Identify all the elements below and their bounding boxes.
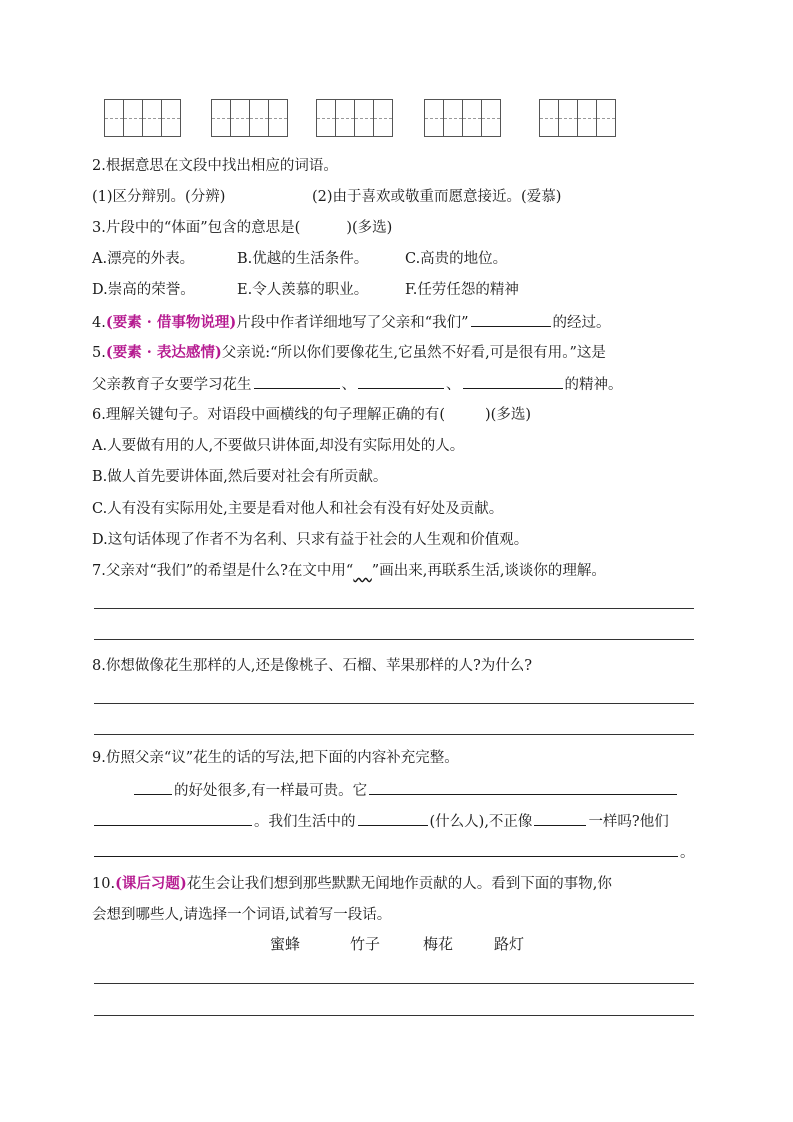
q4-tag: (要素 · 借事物说理) — [105, 314, 237, 331]
q9-blank-like[interactable] — [534, 811, 586, 826]
word-option: 蜜蜂 — [270, 935, 301, 953]
q3-option-e: E.令人羡慕的职业。 — [237, 282, 369, 298]
q9-line-1 — [134, 780, 677, 801]
q5-blank-2[interactable] — [358, 374, 444, 389]
answer-line[interactable] — [94, 703, 694, 704]
answer-line[interactable] — [94, 1015, 694, 1016]
q9-blank-2[interactable] — [94, 811, 252, 826]
q3-option-c: C.高贵的地位。 — [405, 251, 508, 267]
q3-option-b: B.优越的生活条件。 — [237, 251, 369, 267]
q3-option-d: D.崇高的荣誉。 — [92, 282, 195, 298]
q3-option-a: A.漂亮的外表。 — [92, 251, 195, 267]
writing-grid[interactable] — [104, 99, 181, 137]
q9-text-end: 。 — [680, 845, 695, 861]
q10-number: 10. — [92, 876, 116, 892]
answer-line[interactable] — [94, 734, 694, 735]
q4-answer-blank[interactable] — [471, 312, 551, 327]
q10 — [92, 874, 612, 894]
q9-text-2a: 。我们生活中的 — [254, 814, 356, 830]
word-option: 竹子 — [350, 935, 381, 953]
answer-line[interactable] — [94, 608, 694, 609]
q4-text: 片段中作者详细地写了父亲和“我们” — [236, 315, 469, 331]
q3-stem-text: 3.片段中的“体面”包含的意思是( — [92, 220, 301, 236]
q2-item-1: (1)区分辩别。(分辨) — [92, 189, 226, 205]
writing-grid[interactable] — [539, 99, 616, 137]
q9-line-2 — [94, 811, 669, 832]
q4-text-end: 的经过。 — [552, 315, 611, 331]
q5-tag: (要素 · 表达感情) — [105, 344, 222, 361]
q4-number: 4. — [92, 315, 106, 331]
word-option: 梅花 — [423, 935, 454, 953]
q9-title: 9.仿照父亲“议”花生的话的写法,把下面的内容补充完整。 — [92, 750, 459, 766]
q7-text-end: ”画出来,再联系生活,谈谈你的理解。 — [371, 563, 606, 579]
writing-grid[interactable] — [211, 99, 288, 137]
q6-option-c: C.人有没有实际用处,主要是看对他人和社会有没有好处及贡献。 — [92, 501, 504, 517]
q5 — [92, 343, 606, 363]
q6-stem-text: 6.理解关键句子。对语段中画横线的句子理解正确的有( — [92, 407, 445, 423]
answer-line[interactable] — [94, 983, 694, 984]
q5-number: 5. — [92, 345, 106, 361]
q6-stem — [92, 405, 531, 425]
q3-stem-suffix: )(多选) — [346, 220, 393, 236]
q9-blank-3[interactable] — [94, 842, 678, 857]
q5-separator-2: 、 — [446, 377, 461, 393]
q9-text-2c: 一样吗?他们 — [588, 814, 669, 830]
q10-tag: (课后习题) — [115, 875, 187, 892]
q2-title: 2.根据意思在文段中找出相应的词语。 — [92, 158, 338, 174]
q8: 8.你想做像花生那样的人,还是像桃子、石榴、苹果那样的人?为什么? — [92, 658, 532, 674]
q5-text-2: 父亲教育子女要学习花生 — [92, 377, 252, 393]
q5-blank-3[interactable] — [463, 374, 563, 389]
q9-line-3 — [94, 842, 695, 863]
writing-grid[interactable] — [424, 99, 501, 137]
q6-option-b: B.做人首先要讲体面,然后要对社会有所贡献。 — [92, 469, 388, 485]
q7 — [92, 561, 606, 581]
q5-separator-1: 、 — [341, 377, 356, 393]
word-option: 路灯 — [494, 935, 525, 953]
q5-text-end: 的精神。 — [564, 377, 623, 393]
q9-blank-1[interactable] — [369, 780, 677, 795]
q5-blank-1[interactable] — [254, 374, 340, 389]
q9-text-2b: (什么人),不正像 — [429, 814, 533, 830]
q9-blank-who[interactable] — [358, 811, 428, 826]
q5-text: 父亲说:“所以你们要像花生,它虽然不好看,可是很有用。”这是 — [221, 345, 606, 361]
q3-option-f: F.任劳任怨的精神 — [405, 282, 519, 298]
q4 — [92, 312, 611, 333]
q5-line-2 — [92, 374, 623, 395]
answer-line[interactable] — [94, 639, 694, 640]
q9-text-1: 的好处很多,有一样最可贵。它 — [174, 783, 368, 799]
q10-line-2: 会想到哪些人,请选择一个词语,试着写一段话。 — [92, 907, 392, 923]
q9-blank-subject[interactable] — [134, 780, 172, 795]
q6-option-d: D.这句话体现了作者不为名利、只求有益于社会的人生观和价值观。 — [92, 532, 529, 548]
wavy-line-sample — [353, 563, 371, 579]
writing-grid[interactable] — [316, 99, 393, 137]
q3-stem — [92, 218, 392, 238]
q6-option-a: A.人要做有用的人,不要做只讲体面,却没有实际用处的人。 — [92, 438, 465, 454]
q7-text: 7.父亲对“我们”的希望是什么?在文中用“ — [92, 563, 354, 579]
q6-stem-suffix: )(多选) — [485, 407, 531, 423]
q10-text: 花生会让我们想到那些默默无闻地作贡献的人。看到下面的事物,你 — [186, 876, 612, 892]
q2-item-2: (2)由于喜欢或敬重而愿意接近。(爱慕) — [312, 189, 562, 205]
